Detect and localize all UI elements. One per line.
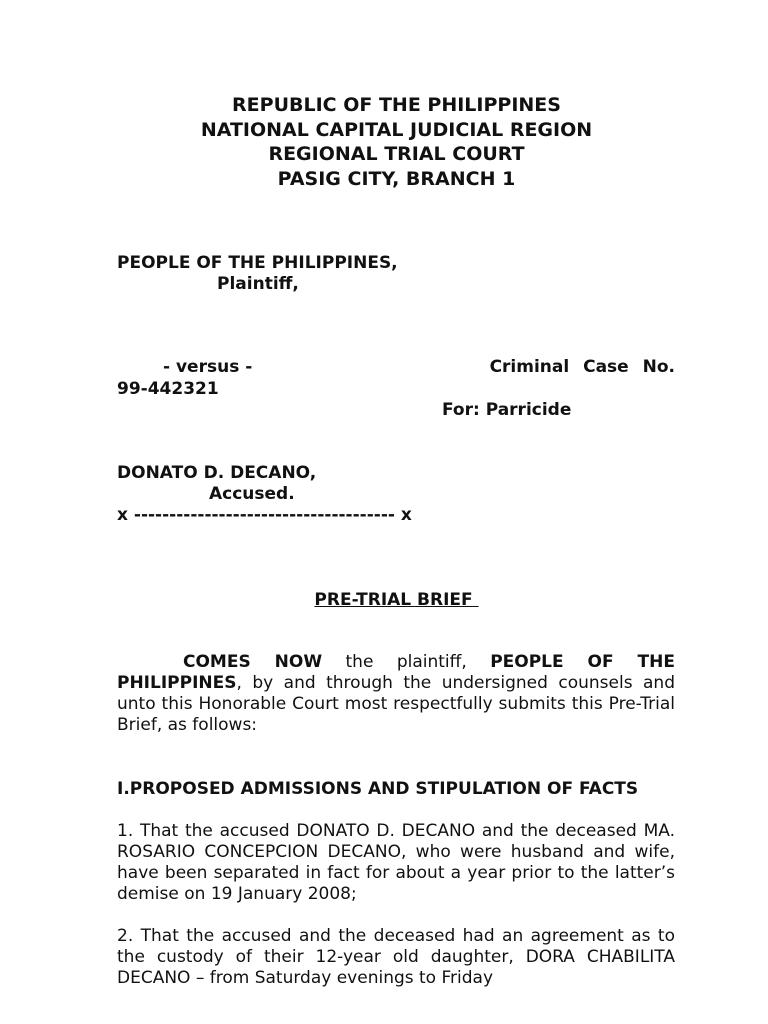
comes-now-text: COMES NOW <box>183 652 323 672</box>
intro-text-2: , by and through the undersigned counsels and unto this Honorable Court most respectfully submits this Pre-Trial Brief, as follows: <box>117 673 675 735</box>
accused-role: Accused. <box>209 484 295 504</box>
stipulation-item-2: 2. That the accused and the deceased had an agreement as to the custody of their 12-year old daughter, DORA CHABILITA DECANO – from Saturday evenings to Friday <box>117 926 675 988</box>
case-label: Criminal Case No. <box>489 357 675 377</box>
intro-text-1: the plaintiff, <box>322 652 491 672</box>
case-number: 99-442321 <box>117 379 219 399</box>
plaintiff-block <box>117 253 675 295</box>
accused-block <box>117 463 675 526</box>
document-title: PRE-TRIAL BRIEF <box>314 590 479 610</box>
plaintiff-role: Plaintiff, <box>217 274 299 294</box>
intro-party: PEOPLE OF THE PHILIPPINES <box>117 652 675 693</box>
court-header <box>0 93 768 191</box>
versus-label: - versus - <box>163 357 253 377</box>
offense-label: For: Parricide <box>442 400 572 420</box>
intro-paragraph <box>117 652 675 736</box>
caption-divider: x ------------------------------------- x <box>117 505 412 525</box>
header-line-branch: PASIG CITY, BRANCH 1 <box>277 167 516 190</box>
plaintiff-name: PEOPLE OF THE PHILIPPINES, <box>117 253 398 273</box>
header-line-court: REGIONAL TRIAL COURT <box>268 143 525 165</box>
section-heading: I.PROPOSED ADMISSIONS AND STIPULATION OF FACTS <box>117 779 639 799</box>
header-line-region: NATIONAL CAPITAL JUDICIAL REGION <box>200 118 593 141</box>
stipulation-item-1: 1. That the accused DONATO D. DECANO and the deceased MA. ROSARIO CONCEPCION DECANO, who were husband and wife, have been separated in fact for about a year prior to the latter’s demise on 19 January 2008; <box>117 821 675 904</box>
accused-name: DONATO D. DECANO, <box>117 463 317 483</box>
header-line-republic: REPUBLIC OF THE PHILIPPINES <box>232 94 561 116</box>
